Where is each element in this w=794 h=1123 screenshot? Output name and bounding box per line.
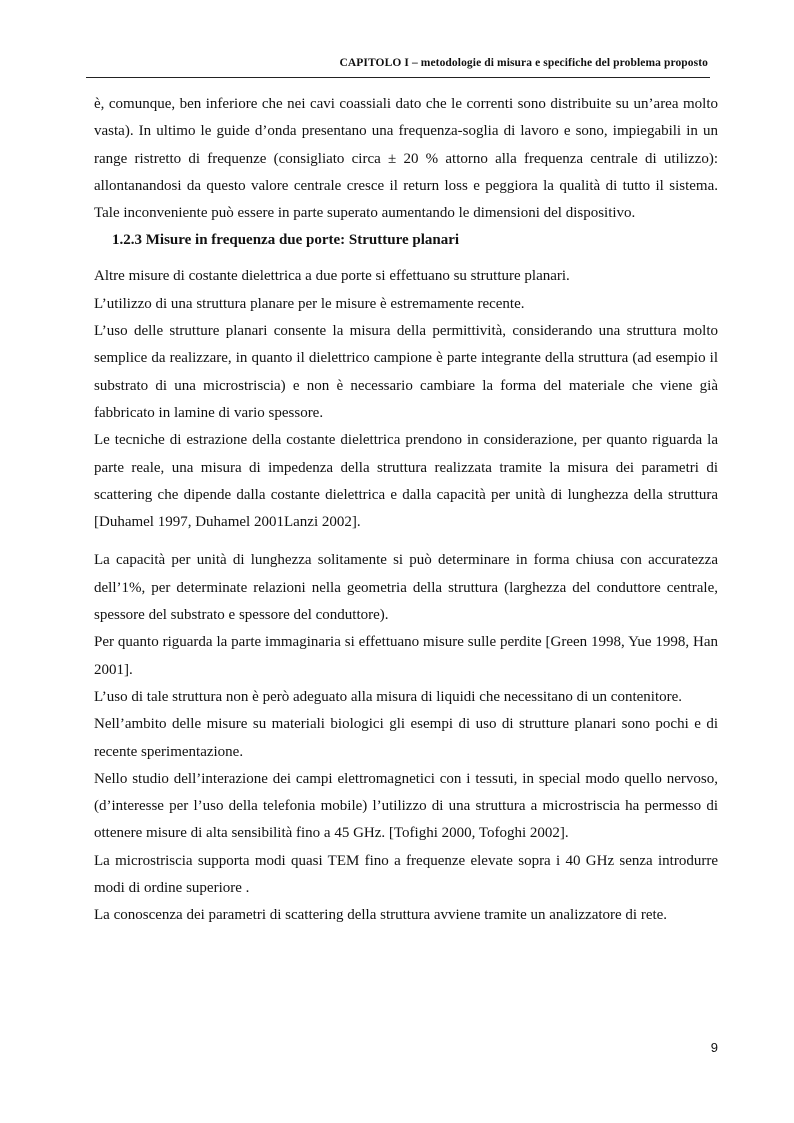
paragraph: L’uso delle strutture planari consente la misura della permittività, considerando una struttura molto semplice da realizzare, in quanto il dielettrico campione è parte integrante della struttura (ad esempio il substrato di una microstriscia) e non è necessario cambiare la forma del materiale che viene già fabbricato in lamine di vario spessore. (94, 323, 718, 421)
paragraph: Le tecniche di estrazione della costante dielettrica prendono in considerazione, per quanto riguarda la parte reale, una misura di impedenza della struttura realizzata tramite la misura dei parametri di scattering che dipende dalla costante dielettrica e dalla capacità per unità di lunghezza della struttura [Duhamel 1997, Duhamel 2001Lanzi 2002]. (94, 432, 718, 531)
paragraph: La microstriscia supporta modi quasi TEM fino a frequenze elevate sopra i 40 GHz senza introdurre modi di ordine superiore . (94, 852, 718, 897)
paragraph: Nello studio dell’interazione dei campi elettromagnetici con i tessuti, in special modo quello nervoso, (d’interesse per l’uso della telefonia mobile) l’utilizzo di una struttura a microstriscia ha permesso di ottenere misure di alta sensibilità fino a 45 GHz. [Tofighi 2000, Tofoghi 2002]. (94, 770, 718, 842)
page-number: 9 (710, 1040, 718, 1055)
paragraph: L’utilizzo di una struttura planare per le misure è estremamente recente. (94, 295, 525, 312)
paragraph: La conoscenza dei parametri di scattering della struttura avviene tramite un analizzatore di rete. (94, 907, 668, 924)
paragraph: Per quanto riguarda la parte immaginaria si effettuano misure sulle perdite [Green 1998, Yue 1998, Han 2001]. (94, 634, 718, 678)
section-heading: 1.2.3 Misure in frequenza due porte: Strutture planari (112, 232, 460, 249)
page-body (94, 91, 718, 930)
paragraph: L’uso di tale struttura non è però adeguato alla misura di liquidi che necessitano di un contenitore. (94, 688, 683, 705)
running-header: CAPITOLO I – metodologie di misura e specifiche del problema proposto (339, 57, 708, 69)
header-rule (86, 77, 710, 78)
paragraph: Altre misure di costante dielettrica a due porte si effettuano su strutture planari. (94, 268, 570, 285)
paragraph: Nell’ambito delle misure su materiali biologici gli esempi di uso di strutture planari sono pochi e di recente sperimentazione. (94, 716, 718, 760)
intro-paragraph: è, comunque, ben inferiore che nei cavi coassiali dato che le correnti sono distribuite su un’area molto vasta). In ultimo le guide d’onda presentano una frequenza-soglia di lavoro e sono, impiegabili in un range ristretto di frequenze (consigliato circa ± 20 % attorno alla frequenza centrale di utilizzo): allontanandosi da questo valore centrale cresce il return loss e peggiora la qualità di tutto il sistema. Tale inconveniente può essere in parte superato aumentando le dimensioni del dispositivo. (94, 96, 718, 222)
paragraph: La capacità per unità di lunghezza solitamente si può determinare in forma chiusa con accuratezza dell’1%, per determinate relazioni nella geometria della struttura (larghezza del conduttore centrale, spessore del substrato e spessore del conduttore). (94, 552, 718, 624)
